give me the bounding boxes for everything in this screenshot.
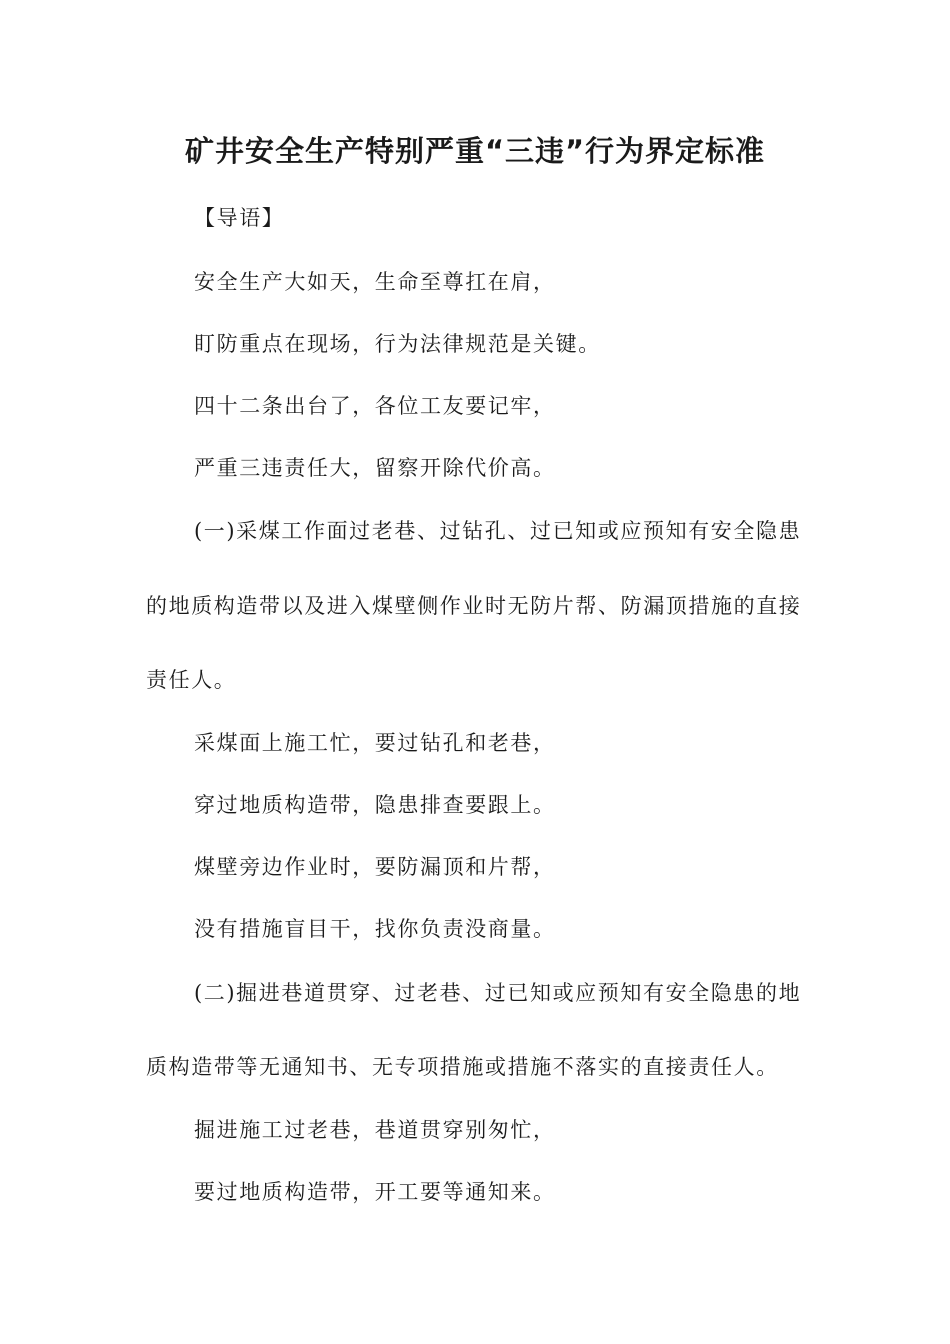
clause-text: 质构造带等无通知书、无专项措施或措施不落实的直接责任人。 xyxy=(146,1055,779,1079)
clause-text: 的地质构造带以及进入煤壁侧作业时无防片帮、防漏顶措施的直接 xyxy=(146,594,802,618)
clause-text: (二)掘进巷道贯穿、过老巷、过已知或应预知有安全隐患的地 xyxy=(194,981,802,1005)
verse-line: 掘进施工过老巷，巷道贯穿别匆忙， xyxy=(194,1118,556,1142)
clause-text: (一)采煤工作面过老巷、过钻孔、过已知或应预知有安全隐患 xyxy=(194,519,802,543)
verse-line: 四十二条出台了，各位工友要记牢， xyxy=(194,394,556,418)
verse-line: 没有措施盲目干，找你负责没商量。 xyxy=(194,917,556,941)
intro-heading: 【导语】 xyxy=(194,206,285,230)
verse-line: 严重三违责任大，留察开除代价高。 xyxy=(194,456,556,480)
document-title: 矿井安全生产特别严重“三违”行为界定标准 xyxy=(184,134,766,168)
verse-line: 煤壁旁边作业时，要防漏顶和片帮， xyxy=(194,855,556,879)
verse-line: 穿过地质构造带，隐患排查要跟上。 xyxy=(194,793,556,817)
verse-line: 盯防重点在现场，行为法律规范是关键。 xyxy=(194,332,601,356)
verse-line: 采煤面上施工忙，要过钻孔和老巷， xyxy=(194,731,556,755)
clause-text: 责任人。 xyxy=(146,668,237,692)
verse-line: 安全生产大如天，生命至尊扛在肩， xyxy=(194,270,556,294)
verse-line: 要过地质构造带，开工要等通知来。 xyxy=(194,1180,556,1204)
